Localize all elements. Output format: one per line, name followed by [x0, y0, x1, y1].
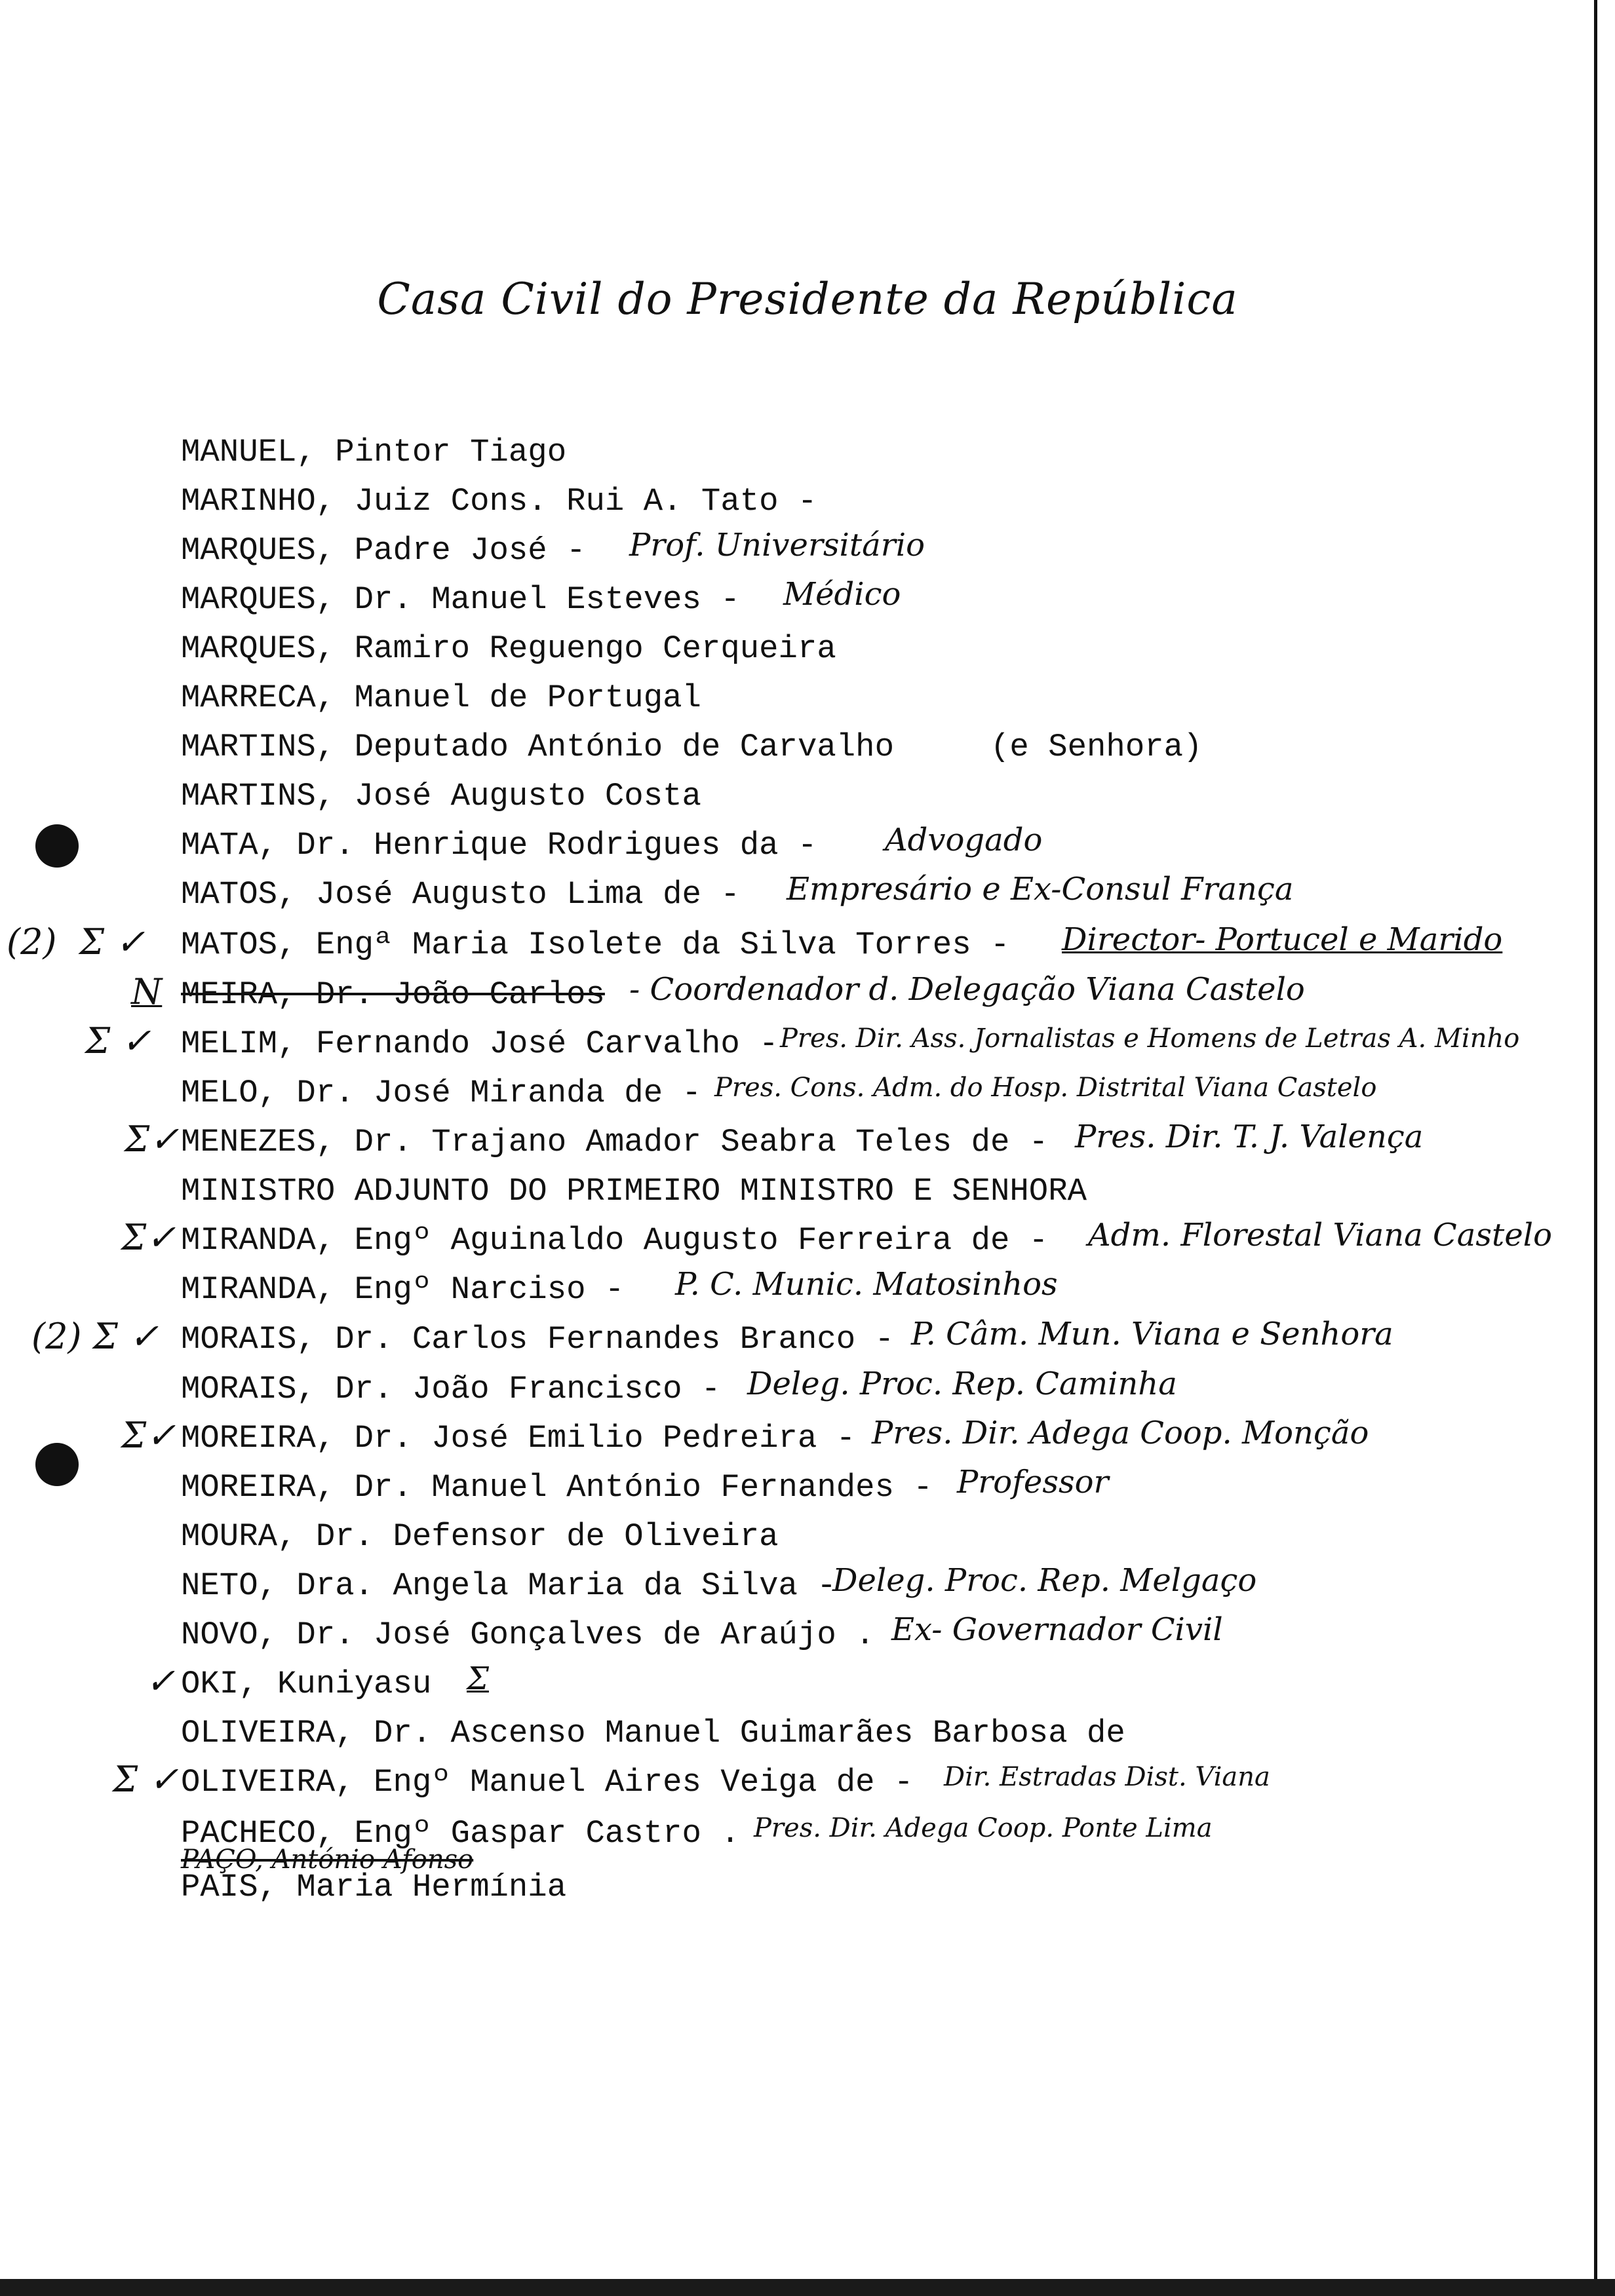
handwritten-note: Dir. Estradas Dist. Viana: [944, 1762, 1270, 1792]
list-item: [0, 1713, 1615, 1762]
entry-name: NOVO, Dr. José Gonçalves de Araújo .: [181, 1617, 875, 1653]
entry-name: MARINHO, Juiz Cons. Rui A. Tato -: [181, 483, 817, 520]
handwritten-note: - Coordenador d. Delegação Viana Castelo: [629, 971, 1305, 1008]
entry-name: MATA, Dr. Henrique Rodrigues da -: [181, 827, 817, 864]
entry-name: MORAIS, Dr. João Francisco -: [181, 1371, 721, 1407]
margin-mark: Σ ✓: [113, 1759, 179, 1800]
list-item: [0, 1611, 1615, 1664]
entry-name: MOREIRA, Dr. José Emilio Pedreira -: [181, 1420, 856, 1457]
list-item: [0, 1266, 1615, 1318]
list-item: [0, 527, 1615, 579]
list-item: [0, 822, 1615, 874]
list-item: [0, 1119, 1615, 1171]
handwritten-note: Professor: [957, 1464, 1109, 1501]
list-item: [0, 1759, 1615, 1811]
handwritten-note: Médico: [783, 576, 901, 613]
list-item: [0, 1366, 1615, 1418]
entry-name: MARQUES, Dr. Manuel Esteves -: [181, 581, 740, 618]
entry-name: MANUEL, Pintor Tiago: [181, 434, 567, 470]
handwritten-note: P. Câm. Mun. Viana e Senhora: [911, 1316, 1393, 1352]
handwritten-note: Pres. Cons. Adm. do Hosp. Distrital Viana Castelo: [714, 1073, 1377, 1103]
entry-name: MARQUES, Padre José -: [181, 532, 586, 569]
handwritten-note: Prof. Universitário: [629, 527, 925, 564]
handwritten-note: Pres. Dir. Ass. Jornalistas e Homens de Letras A. Minho: [780, 1024, 1520, 1054]
entry-name: MATOS, José Augusto Lima de -: [181, 876, 740, 913]
handwritten-note: Director- Portucel e Marido: [1062, 921, 1503, 958]
handwritten-note: Deleg. Proc. Rep. Caminha: [747, 1366, 1177, 1402]
list-item: [0, 1073, 1615, 1122]
list-item: [0, 871, 1615, 923]
margin-mark: Σ ✓: [85, 1020, 151, 1062]
list-item: [0, 1316, 1615, 1368]
entry-name: MINISTRO ADJUNTO DO PRIMEIRO MINISTRO E SENHORA: [181, 1173, 1087, 1210]
list-item: [0, 971, 1615, 1024]
handwritten-note: Advogado: [885, 822, 1043, 858]
list-item: [0, 1217, 1615, 1269]
margin-mark: Σ✓: [121, 1217, 176, 1258]
list-item: [0, 629, 1615, 678]
list-item: [0, 1464, 1615, 1516]
entry-name: OLIVEIRA, Dr. Ascenso Manuel Guimarães Barbosa de: [181, 1715, 1125, 1751]
list-item: [0, 678, 1615, 727]
list-item: [0, 432, 1615, 481]
list-item: [0, 1415, 1615, 1467]
margin-mark: ✓: [146, 1660, 176, 1702]
handwritten-note: Ex- Governador Civil: [891, 1611, 1223, 1648]
list-item: [0, 1562, 1615, 1615]
list-item: [0, 1172, 1615, 1220]
scan-bottom-edge: [0, 2279, 1615, 2296]
entry-name: NETO, Dra. Angela Maria da Silva -: [181, 1567, 836, 1604]
entry-name: PAIS, Maria Hermínia: [181, 1869, 567, 1905]
handwritten-note: Pres. Dir. Adega Coop. Ponte Lima: [754, 1813, 1213, 1843]
entry-name: MARQUES, Ramiro Reguengo Cerqueira: [181, 630, 836, 667]
entry-name: MIRANDA, Engº Narciso -: [181, 1271, 625, 1308]
entry-name: MOREIRA, Dr. Manuel António Fernandes -: [181, 1469, 933, 1506]
list-item: [0, 1020, 1615, 1073]
handwritten-note: P. C. Munic. Matosinhos: [675, 1266, 1058, 1303]
handwritten-insert: PAÇO, António Afonso: [181, 1845, 474, 1875]
list-item: [0, 776, 1615, 825]
entry-name: MARTINS, José Augusto Costa: [181, 778, 701, 814]
handwritten-note: Σ: [467, 1660, 489, 1697]
margin-mark: N: [131, 971, 163, 1012]
entry-name: PACHECO, Engº Gaspar Castro .: [181, 1815, 740, 1852]
list-item: [0, 1660, 1615, 1713]
list-item: [0, 482, 1615, 530]
list-item: [0, 1867, 1615, 1916]
entry-name: MENEZES, Dr. Trajano Amador Seabra Teles de -: [181, 1124, 1049, 1160]
handwritten-note: Empresário e Ex-Consul França: [787, 871, 1294, 908]
handwritten-note: Deleg. Proc. Rep. Melgaço: [832, 1562, 1257, 1599]
entry-name: MIRANDA, Engº Aguinaldo Augusto Ferreira de -: [181, 1222, 1049, 1259]
list-item: [0, 921, 1615, 974]
entry-name: OLIVEIRA, Engº Manuel Aires Veiga de -: [181, 1764, 914, 1801]
handwritten-note: Pres. Dir. T. J. Valença: [1075, 1119, 1424, 1155]
margin-mark: (2) Σ ✓: [7, 921, 146, 963]
list-item: [0, 727, 1615, 776]
entry-name: MELIM, Fernando José Carvalho -: [181, 1025, 779, 1062]
entry-name: MOURA, Dr. Defensor de Oliveira: [181, 1518, 779, 1555]
entry-name: MARRECA, Manuel de Portugal: [181, 679, 701, 716]
entry-name: MATOS, Engª Maria Isolete da Silva Torres -: [181, 927, 1010, 963]
margin-mark: Σ✓: [125, 1119, 180, 1160]
list-item: [0, 576, 1615, 628]
handwritten-note: Adm. Florestal Viana Castelo: [1088, 1217, 1552, 1253]
letterhead: Casa Civil do Presidente da República: [377, 274, 1238, 324]
handwritten-note: Pres. Dir. Adega Coop. Monção: [872, 1415, 1369, 1451]
margin-mark: Σ✓: [121, 1415, 176, 1456]
entry-name: MARTINS, Deputado António de Carvalho (e Senhora): [181, 729, 1203, 765]
entry-name: OKI, Kuniyasu: [181, 1666, 432, 1702]
entry-name: MEIRA, Dr. João Carlos: [181, 976, 605, 1013]
margin-mark: (2) Σ ✓: [31, 1316, 159, 1357]
entry-name: MORAIS, Dr. Carlos Fernandes Branco -: [181, 1321, 894, 1358]
entry-name: MELO, Dr. José Miranda de -: [181, 1075, 701, 1111]
list-item: [0, 1517, 1615, 1565]
